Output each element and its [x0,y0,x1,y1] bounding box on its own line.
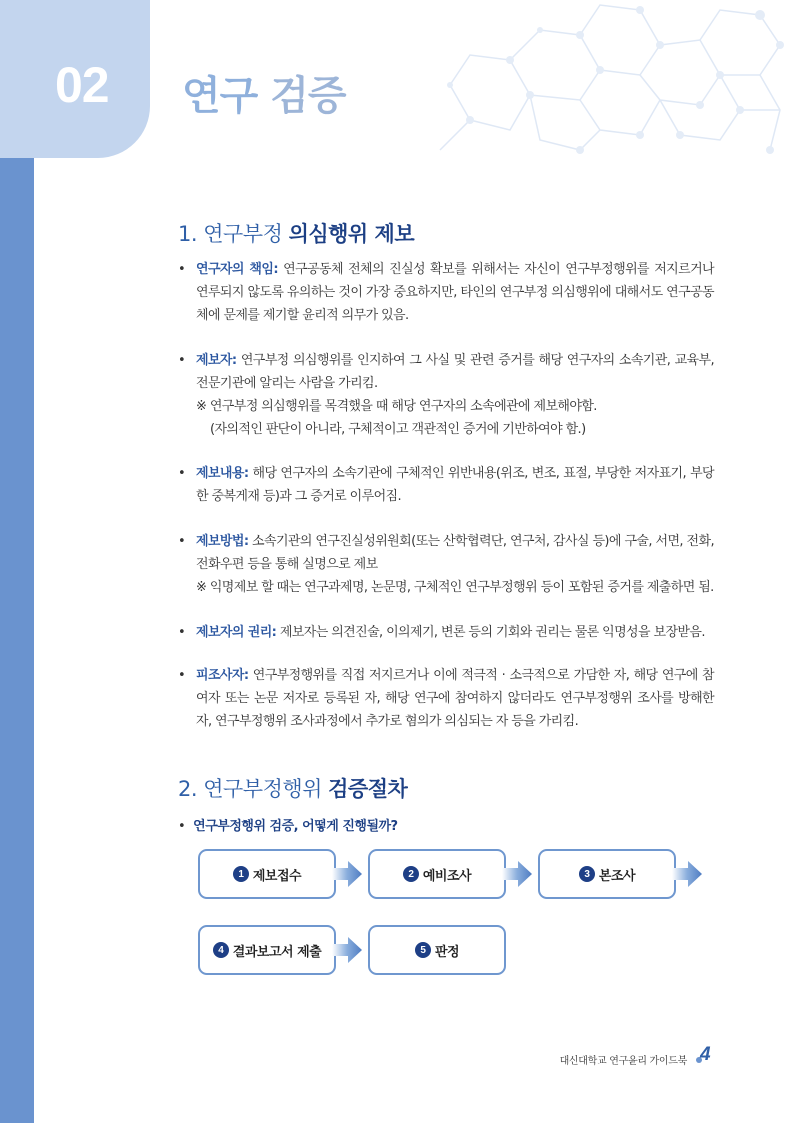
bullet-text: 제보자는 의견진술, 이의제기, 변론 등의 기회와 권리는 물론 익명성을 보장받음. [279,625,705,640]
bullet-reporter-rights [178,621,714,644]
section1-title [178,218,414,248]
bullet-dot: • [178,466,186,481]
chapter-title [182,64,346,121]
footer [560,1052,710,1067]
section2-title-bold: 검증절차 [328,777,408,801]
chapter-tab [0,0,150,158]
chapter-number: 02 [55,57,109,113]
bullet-text: 연구부정 의심행위를 인지하여 그 사실 및 관련 증거를 해당 연구자의 소속기관, 교육부, 전문기관에 알리는 사람을 가리킴. [196,353,714,391]
bullet-report-content [178,462,714,508]
bullet-researcher-responsibility [178,258,714,327]
arrow-right-icon [332,937,362,963]
footer-book-title: 대신대학교 연구윤리 가이드북 [559,1056,687,1067]
step-label: 예비조사 [422,868,472,884]
procedure-question-text: 연구부정행위 검증, 어떻게 진행될까? [193,819,398,834]
step-number-badge: 4 [213,942,229,958]
bullet-text: 해당 연구자의 소속기관에 구체적인 위반내용(위조, 변조, 표절, 부당한 저자표기, 부당한 중복게재 등)과 그 증거로 이루어짐. [196,466,714,504]
step-label: 결과보고서 제출 [232,944,322,960]
step-report-submission [198,925,336,975]
step-main-investigation [538,849,676,899]
bullet-keyword: 제보방법: [196,534,249,549]
bullet-report-method [178,530,714,599]
page-number: 4 [700,1044,711,1065]
step-label: 본조사 [598,868,636,884]
procedure-question [178,815,398,834]
hexagon-pattern-decoration [430,0,794,160]
bullet-text: 소속기관의 연구진실성위원회(또는 산학협력단, 연구처, 감사실 등)에 구술, 서면, 전화, 전화우편 등을 통해 실명으로 제보 [196,534,714,572]
bullet-dot: • [178,819,186,834]
bullet-note-continued: (자의적인 판단이 아니라, 구체적이고 객관적인 증거에 기반하여야 함.) [210,422,586,437]
step-number-badge: 3 [579,866,595,882]
bullet-text: 연구부정행위를 직접 저지르거나 이에 적극적 · 소극적으로 가담한 자, 해당 연구에 참여자 또는 논문 저자로 등록된 자, 해당 연구에 참여하지 않더라도 연구부정행위 조사를 방해한 자, 연구부정행위 조사과정에서 추가로 혐의가 의심되는 자 등을 가리킴. [196,668,714,729]
section1-title-bold: 의심행위 제보 [288,222,415,246]
step-label: 제보접수 [252,868,302,884]
arrow-right-icon [502,861,532,887]
bullet-dot: • [178,668,186,683]
chapter-title-part2: 검증 [270,73,346,119]
step-number-badge: 5 [415,942,431,958]
section2-title [178,773,407,803]
bullet-keyword: 연구자의 책임: [196,262,278,277]
section2-title-light: 연구부정행위 [203,777,322,801]
section1-title-light: 연구부정 [203,222,283,246]
step-number-badge: 1 [233,866,249,882]
step-report-receipt [198,849,336,899]
bullet-respondent [178,664,714,733]
bullet-keyword: 피조사자: [196,668,249,683]
step-judgment [368,925,506,975]
bullet-dot: • [178,534,186,549]
step-label: 판정 [434,944,460,960]
section1-number: 1. [178,222,198,246]
chapter-title-part1: 연구 [182,73,258,119]
sidebar-stripe [0,158,34,1123]
bullet-dot: • [178,262,186,277]
bullet-keyword: 제보자: [196,353,237,368]
bullet-whistleblower [178,349,714,441]
step-number-badge: 2 [403,866,419,882]
bullet-keyword: 제보내용: [196,466,249,481]
section2-number: 2. [178,777,198,801]
bullet-note: ※ 익명제보 할 때는 연구과제명, 논문명, 구체적인 연구부정행위 등이 포함된 증거를 제출하면 됨. [196,580,714,595]
bullet-dot: • [178,353,186,368]
bullet-text: 연구공동체 전체의 진실성 확보를 위해서는 자신이 연구부정행위를 저지르거나 연루되지 않도록 유의하는 것이 가장 중요하지만, 타인의 연구부정 의심행위에 대해서도 연구공동체에 문제를 제기할 윤리적 의무가 있음. [196,262,714,323]
arrow-right-icon [332,861,362,887]
bullet-dot: • [178,625,186,640]
arrow-right-icon [672,861,702,887]
bullet-keyword: 제보자의 권리: [196,625,277,640]
step-preliminary-investigation [368,849,506,899]
bullet-note: ※ 연구부정 의심행위를 목격했을 때 해당 연구자의 소속에관에 제보해야함. [196,399,597,414]
